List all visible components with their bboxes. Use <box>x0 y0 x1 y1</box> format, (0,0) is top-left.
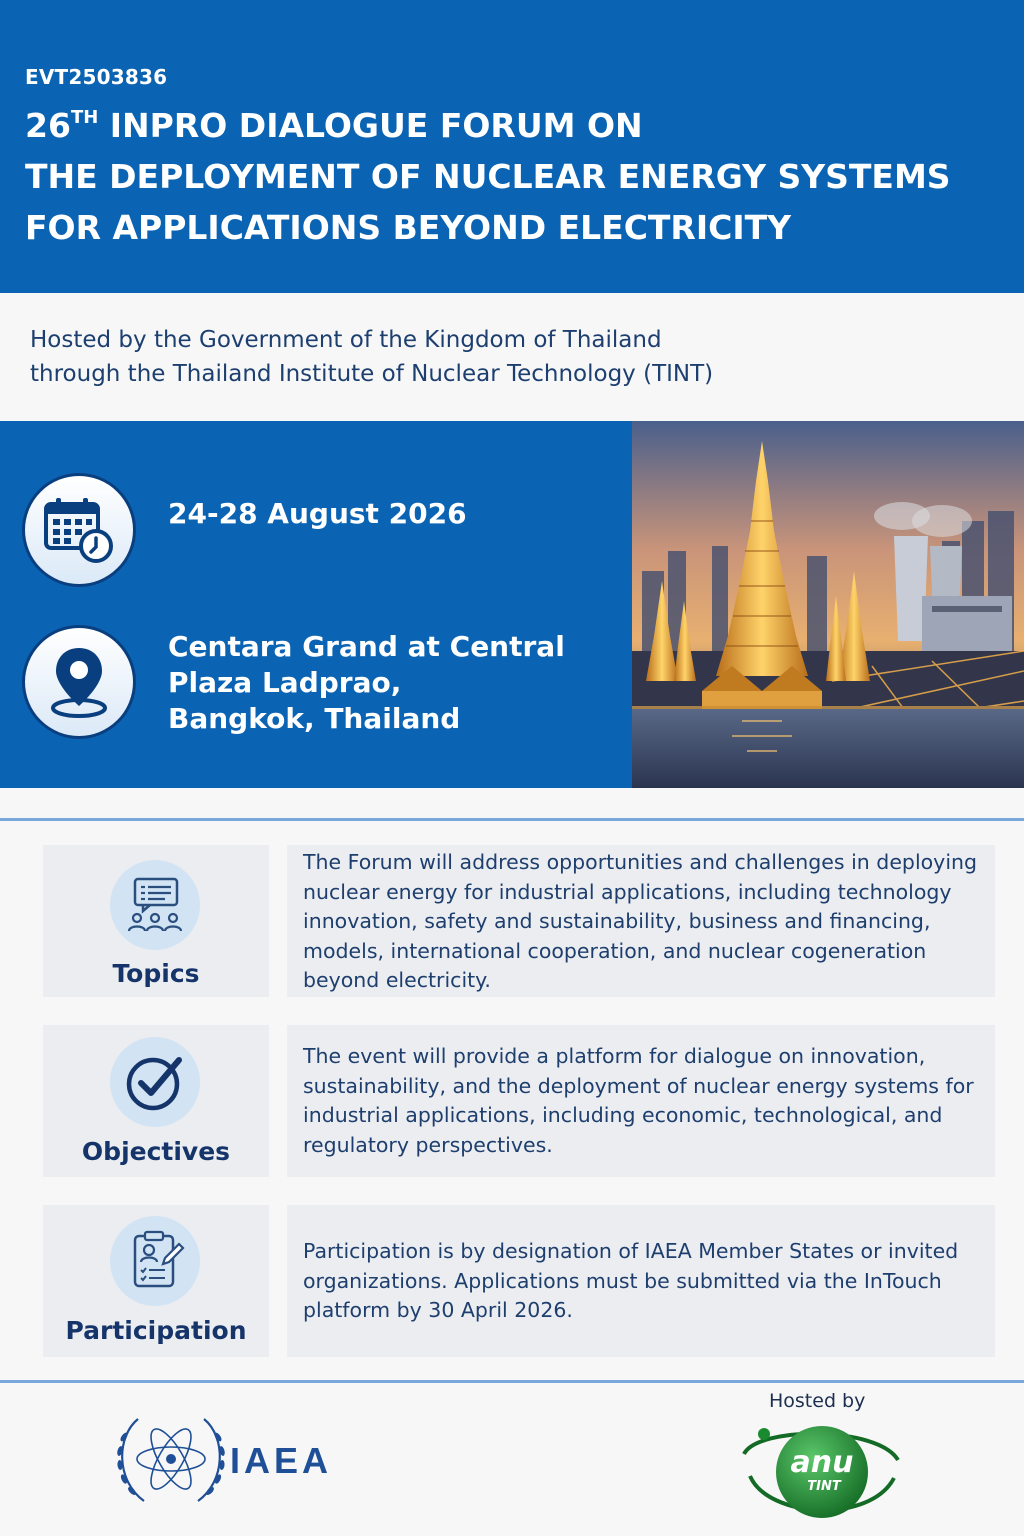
topics-label-card <box>43 845 269 997</box>
hosted-by-label: Hosted by <box>769 1390 866 1412</box>
calendar-icon <box>22 473 136 587</box>
venue-line-3: Bangkok, Thailand <box>168 702 461 735</box>
objectives-title: Objectives <box>81 1137 231 1166</box>
venue-line-2: Plaza Ladprao, <box>168 666 402 699</box>
iaea-logo <box>110 1407 350 1511</box>
tint-logo-subtext: TINT <box>807 1479 841 1494</box>
clipboard-icon <box>110 1216 200 1306</box>
event-details-band <box>0 421 1024 788</box>
tint-logo <box>738 1420 903 1520</box>
topics-title: Topics <box>112 959 200 988</box>
participation-text-card <box>287 1205 995 1357</box>
objectives-label-card <box>43 1025 269 1177</box>
divider-bottom <box>0 1380 1024 1383</box>
bangkok-temple-photo <box>632 421 1024 788</box>
title-line-3: FOR APPLICATIONS BEYOND ELECTRICITY <box>25 208 792 247</box>
topics-description: The Forum will address opportunities and challenges in deploying nuclear energy for industrial applications, including technology innovation, safety and sustainability, business and financing, models, international cooperation, and nuclear cogeneration beyond electricity. <box>303 850 978 992</box>
objectives-text-card <box>287 1025 995 1177</box>
participation-title: Participation <box>65 1316 247 1345</box>
title-ordinal: 26 <box>25 106 71 145</box>
topics-text-card <box>287 845 995 997</box>
divider-top <box>0 818 1024 821</box>
title-ordinal-suffix: TH <box>70 107 99 128</box>
title-line-2: THE DEPLOYMENT OF NUCLEAR ENERGY SYSTEMS <box>25 157 951 196</box>
participation-label-card <box>43 1205 269 1357</box>
event-id: EVT2503836 <box>25 65 168 89</box>
venue-line-1: Centara Grand at Central <box>168 630 565 663</box>
title-line-1-text: INPRO DIALOGUE FORUM ON <box>98 106 643 145</box>
participation-description: Participation is by designation of IAEA Member States or invited organizations. Applications must be submitted via the InTouch platform by 30 April 2026. <box>303 1239 959 1322</box>
event-venue <box>168 629 565 737</box>
location-pin-icon <box>22 625 136 739</box>
title-line-1 <box>25 100 1015 151</box>
host-line-1: Hosted by the Government of the Kingdom of Thailand <box>30 327 662 353</box>
event-date: 24-28 August 2026 <box>168 497 467 530</box>
checkmark-icon <box>110 1037 200 1127</box>
header-banner <box>0 0 1024 293</box>
host-line-2: through the Thailand Institute of Nuclear Technology (TINT) <box>30 361 714 387</box>
event-title <box>25 100 1015 253</box>
discussion-icon <box>110 860 200 950</box>
host-statement <box>30 323 990 391</box>
iaea-logo-text: IAEA <box>230 1440 333 1481</box>
tint-logo-text: anu <box>790 1445 854 1480</box>
objectives-description: The event will provide a platform for dialogue on innovation, sustainability, and the deployment of nuclear energy systems for industrial applications, including economic, technological, and regulatory perspectives. <box>303 1044 974 1157</box>
